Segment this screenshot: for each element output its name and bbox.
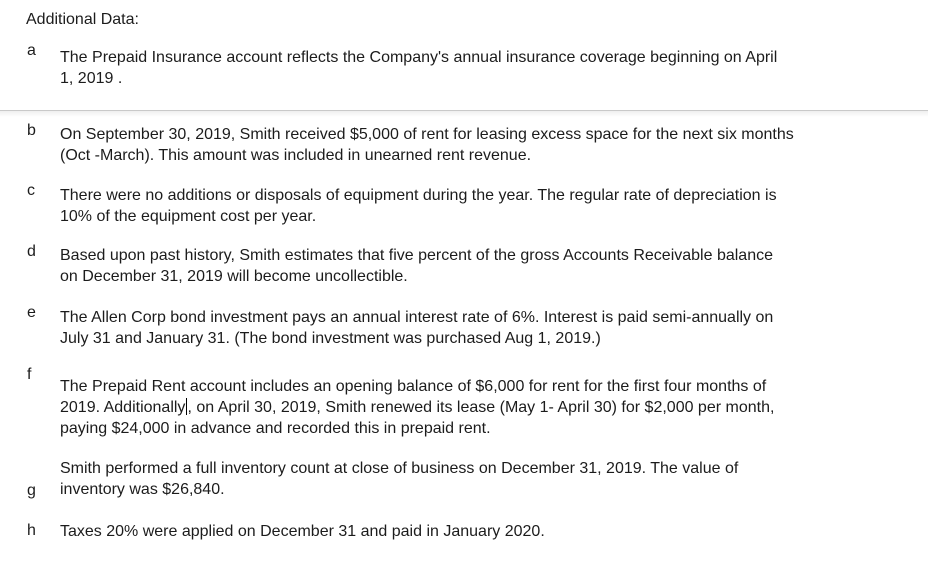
item-h-line-1: Taxes 20% were applied on December 31 and paid in January 2020.	[60, 523, 545, 540]
item-d-line-2: on December 31, 2019 will become uncollectible.	[60, 268, 408, 285]
item-text-c	[60, 185, 918, 227]
item-letter-e: e	[27, 304, 36, 321]
item-f-line-1: The Prepaid Rent account includes an opening balance of $6,000 for rent for the first four months of	[60, 378, 767, 395]
item-text-b	[60, 124, 918, 166]
item-b-line-1: On September 30, 2019, Smith received $5,000 of rent for leasing excess space for the next six months	[60, 126, 794, 143]
item-e-line-2: July 31 and January 31. (The bond investment was purchased Aug 1, 2019.)	[60, 330, 601, 347]
item-f-line-2-start: 2019. Additionally	[60, 399, 186, 416]
item-f-line-2	[60, 397, 918, 418]
item-a-line-2: 1, 2019 .	[60, 70, 123, 87]
item-e-line-1: The Allen Corp bond investment pays an annual interest rate of 6%. Interest is paid semi-annually on	[60, 309, 774, 326]
item-text-g	[60, 458, 918, 500]
item-letter-f: f	[27, 366, 32, 383]
item-letter-g: g	[27, 482, 36, 499]
item-text-e	[60, 307, 918, 349]
item-letter-b: b	[27, 122, 36, 139]
item-f-line-2-end: , on April 30, 2019, Smith renewed its lease (May 1- April 30) for $2,000 per month,	[187, 399, 775, 416]
item-c-line-2: 10% of the equipment cost per year.	[60, 208, 317, 225]
item-f-line-3: paying $24,000 in advance and recorded this in prepaid rent.	[60, 420, 491, 437]
item-letter-a: a	[27, 42, 36, 59]
item-a-line-1: The Prepaid Insurance account reflects the Company's annual insurance coverage beginning on April	[60, 49, 778, 66]
item-g-line-1: Smith performed a full inventory count at close of business on December 31, 2019. The value of	[60, 460, 739, 477]
item-letter-d: d	[27, 243, 36, 260]
item-text-a	[60, 47, 918, 89]
item-g-line-2: inventory was $26,840.	[60, 481, 225, 498]
item-text-f	[60, 376, 918, 439]
item-letter-h: h	[27, 522, 36, 539]
item-letter-c: c	[27, 182, 35, 199]
item-text-h	[60, 521, 918, 542]
item-text-d	[60, 245, 918, 287]
item-b-line-2: (Oct -March). This amount was included in unearned rent revenue.	[60, 147, 532, 164]
page-title: Additional Data:	[26, 11, 139, 28]
item-c-line-1: There were no additions or disposals of equipment during the year. The regular rate of depreciation is	[60, 187, 777, 204]
item-d-line-1: Based upon past history, Smith estimates that five percent of the gross Accounts Receivable balance	[60, 247, 773, 264]
divider-shadow	[0, 111, 928, 117]
